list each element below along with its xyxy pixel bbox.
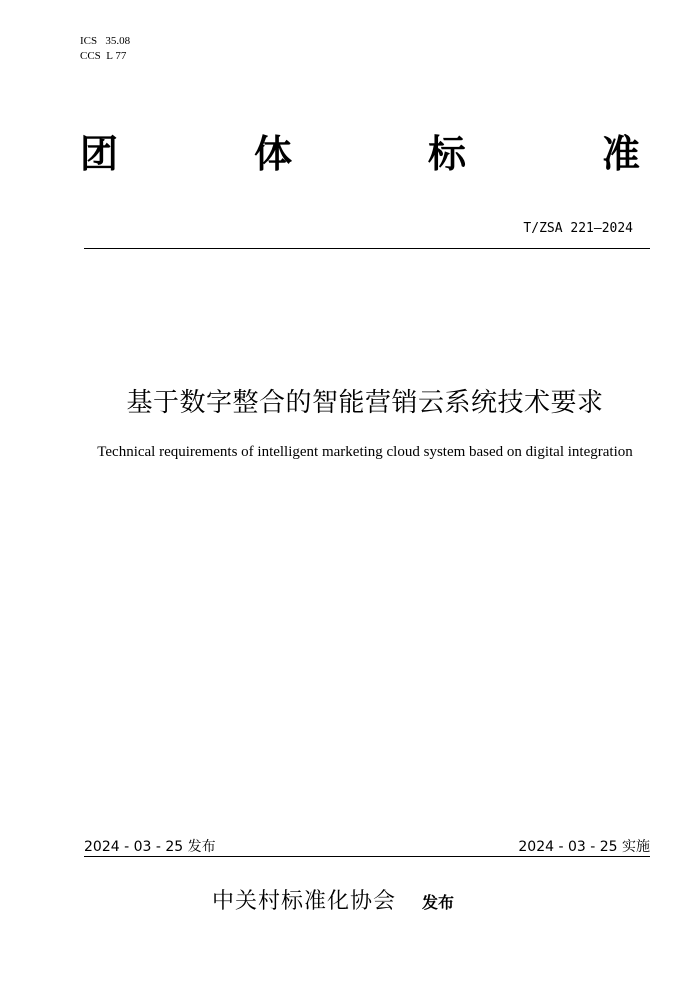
publisher-name: 中关村标准化协会 bbox=[212, 889, 397, 914]
publisher-action: 发布 bbox=[422, 893, 455, 912]
standard-type-char: 标 bbox=[427, 131, 466, 176]
classification-codes bbox=[80, 34, 130, 64]
standard-type-heading bbox=[80, 126, 640, 174]
issue-date: 2024 - 03 - 25 发布 bbox=[84, 839, 216, 855]
standard-type-char: 准 bbox=[601, 131, 640, 176]
document-title-chinese: 基于数字整合的智能营销云系统技术要求 bbox=[126, 388, 604, 418]
implementation-date: 2024 - 03 - 25 实施 bbox=[518, 839, 650, 855]
bottom-divider bbox=[84, 856, 650, 857]
document-title-english: Technical requirements of intelligent marketing cloud system based on digital integration bbox=[97, 444, 633, 460]
standard-number: T/ZSA 221—2024 bbox=[523, 221, 633, 236]
publisher-line bbox=[212, 884, 454, 915]
standard-type-char: 团 bbox=[80, 131, 119, 176]
standard-type-char: 体 bbox=[253, 131, 292, 176]
ccs-code: CCS L 77 bbox=[80, 50, 127, 62]
top-divider bbox=[84, 248, 650, 249]
ics-code: ICS 35.08 bbox=[80, 35, 131, 47]
